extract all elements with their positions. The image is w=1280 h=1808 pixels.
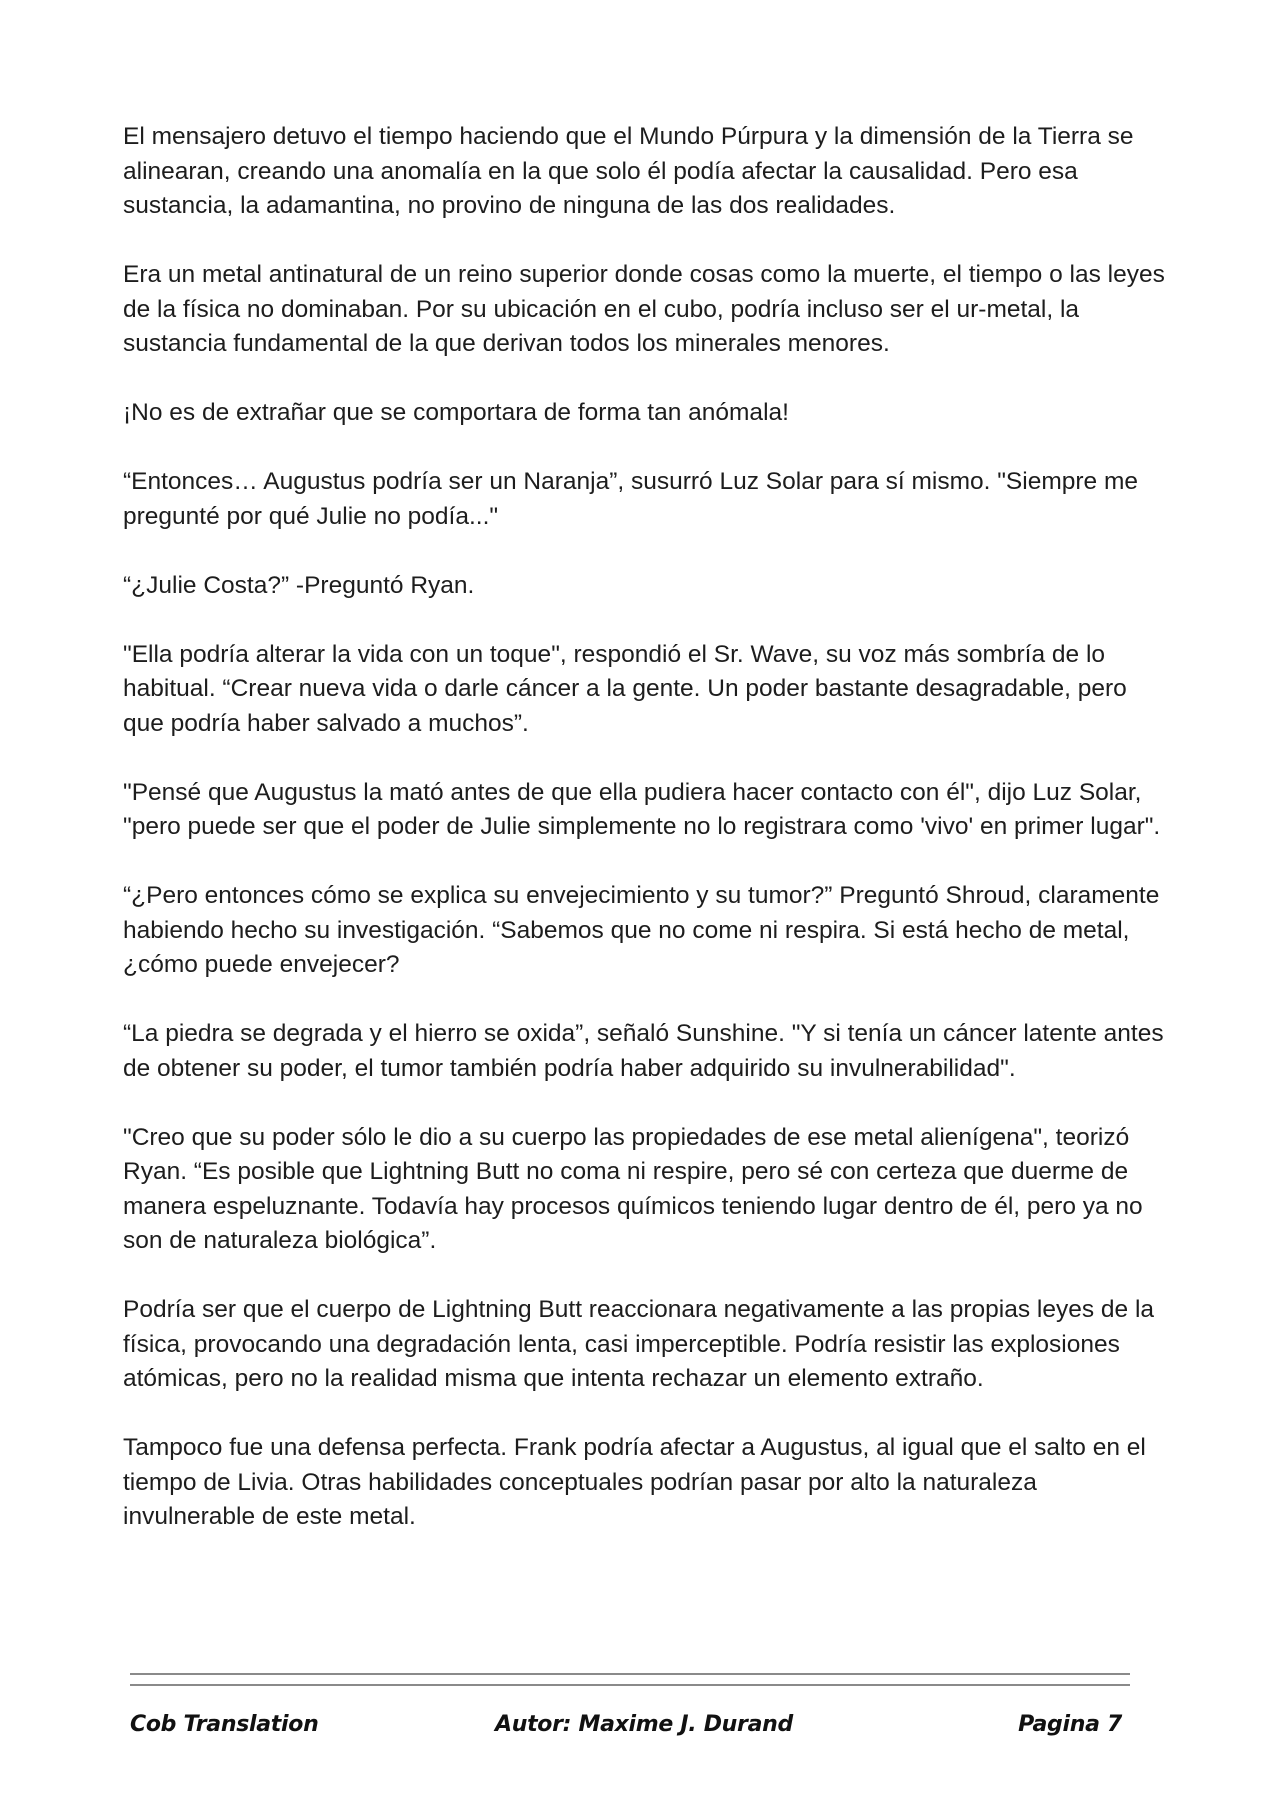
paragraph-4: “Entonces… Augustus podría ser un Naranja”, susurró Luz Solar para sí mismo. "Siempre me pregunté por qué Julie no podía...": [123, 468, 1139, 530]
paragraph-2: Era un metal antinatural de un reino superior donde cosas como la muerte, el tiempo o las leyes de la física no dominaban. Por su ubicación en el cubo, podría incluso ser el ur-metal, la sustancia fundamental de la que derivan todos los minerales menores.: [123, 261, 1165, 357]
body-text: [123, 120, 1173, 1569]
paragraph-6: "Ella podría alterar la vida con un toque", respondió el Sr. Wave, su voz más sombría de lo habitual. “Crear nueva vida o darle cáncer a la gente. Un poder bastante desagradable, pero que podría haber salvado a muchos”.: [123, 640, 1127, 737]
paragraph-5: “¿Julie Costa?” -Preguntó Ryan.: [123, 571, 475, 599]
footer-page-number: Pagina 7: [1018, 1712, 1122, 1737]
footer-translator: Cob Translation: [130, 1712, 319, 1737]
paragraph-8: “¿Pero entonces cómo se explica su envejecimiento y su tumor?” Preguntó Shroud, claramente habiendo hecho su investigación. “Sabemos que no come ni respira. Si está hecho de metal, ¿cómo puede envejecer?: [123, 882, 1160, 978]
footer-divider-top: [130, 1673, 1130, 1675]
paragraph-9: “La piedra se degrada y el hierro se oxida”, señaló Sunshine. "Y si tenía un cáncer latente antes de obtener su poder, el tumor también podría haber adquirido su invulnerabilidad".: [123, 1020, 1164, 1082]
paragraph-12: Tampoco fue una defensa perfecta. Frank podría afectar a Augustus, al igual que el salto en el tiempo de Livia. Otras habilidades conceptuales podrían pasar por alto la naturaleza invulnerable de este metal.: [123, 1434, 1146, 1530]
paragraph-7: "Pensé que Augustus la mató antes de que ella pudiera hacer contacto con él", dijo Luz Solar, "pero puede ser que el poder de Julie simplemente no lo registrara como 'vivo' en primer lugar".: [123, 778, 1161, 840]
paragraph-11: Podría ser que el cuerpo de Lightning Butt reaccionara negativamente a las propias leyes de la física, provocando una degradación lenta, casi imperceptible. Podría resistir las explosiones atómicas, pero no la realidad misma que intenta rechazar un elemento extraño.: [123, 1296, 1155, 1392]
paragraph-3: ¡No es de extrañar que se comportara de forma tan anómala!: [123, 399, 789, 426]
footer-author: Autor: Maxime J. Durand: [495, 1712, 793, 1737]
paragraph-10: "Creo que su poder sólo le dio a su cuerpo las propiedades de ese metal alienígena", teorizó Ryan. “Es posible que Lightning Butt no coma ni respire, pero sé con certeza que duerme de manera espeluznante. Todavía hay procesos químicos teniendo lugar dentro de él, pero ya no son de naturaleza biológica”.: [123, 1123, 1143, 1254]
paragraph-1: El mensajero detuvo el tiempo haciendo que el Mundo Púrpura y la dimensión de la Tierra se alinearan, creando una anomalía en la que solo él podía afectar la causalidad. Pero esa sustancia, la adamantina, no provino de ninguna de las dos realidades.: [123, 123, 1134, 219]
footer-divider-bottom: [130, 1684, 1130, 1686]
